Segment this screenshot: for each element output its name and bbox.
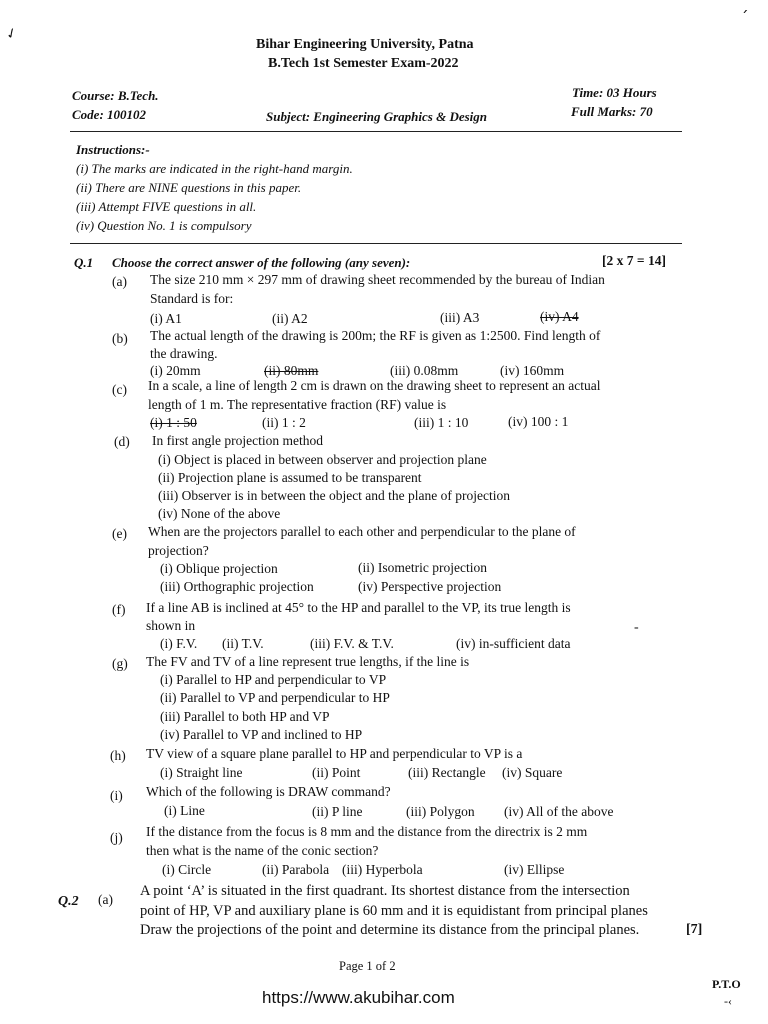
option: (iii) F.V. & T.V. <box>310 636 394 651</box>
option: (iv) in-sufficient data <box>456 636 571 651</box>
option: (iii) Rectangle <box>408 765 486 780</box>
question-number: Q.1 <box>74 255 94 270</box>
option: (iv) Parallel to VP and inclined to HP <box>160 727 363 742</box>
university-title: Bihar Engineering University, Patna <box>256 37 474 52</box>
question-text: the drawing. <box>150 346 218 361</box>
instruction-item: (iv) Question No. 1 is compulsory <box>76 218 252 233</box>
question-text: TV view of a square plane parallel to HP and perpendicular to VP is a <box>146 746 523 761</box>
corner-mark: ׳ <box>742 4 749 23</box>
question-text: In a scale, a line of length 2 cm is drawn on the drawing sheet to represent an actual <box>148 378 601 393</box>
option: (iii) Polygon <box>406 804 475 819</box>
option: (ii) P line <box>312 804 363 819</box>
subject-label: Subject: Engineering Graphics & Design <box>266 109 488 124</box>
sub-question-label: (b) <box>112 331 128 346</box>
sub-question-label: (d) <box>114 434 130 449</box>
sub-question-label: (a) <box>112 274 127 289</box>
question-text: length of 1 m. The representative fraction (RF) value is <box>148 397 447 412</box>
option: (iii) 0.08mm <box>390 363 459 378</box>
code-label: Code: 100102 <box>72 107 147 122</box>
course-label: Course: B.Tech. <box>72 88 159 103</box>
question-text: If the distance from the focus is 8 mm and the distance from the directrix is 2 mm <box>146 824 588 839</box>
instructions-divider <box>70 243 682 244</box>
question-text: point of HP, VP and auxiliary plane is 60 mm and it is equidistant from principal planes <box>140 903 648 919</box>
option: (iii) Observer is in between the object and the plane of projection <box>158 488 511 503</box>
instruction-item: (i) The marks are indicated in the right-hand margin. <box>76 161 353 176</box>
option: (iii) 1 : 10 <box>414 415 469 430</box>
option: (ii) Projection plane is assumed to be transparent <box>158 470 422 485</box>
instructions-heading: Instructions:- <box>76 142 150 157</box>
option: (iv) 100 : 1 <box>508 414 569 429</box>
full-marks-label: Full Marks: 70 <box>571 104 653 119</box>
option-marked: (iii) Orthographic projection <box>160 579 314 594</box>
option: (i) Oblique projection <box>160 561 278 576</box>
question-marks: [2 x 7 = 14] <box>602 253 666 268</box>
instruction-item: (iii) Attempt FIVE questions in all. <box>76 199 257 214</box>
option-marked: (iv) All of the above <box>504 804 614 819</box>
sub-question-label: (f) <box>112 602 126 617</box>
option-marked: (ii) 80mm <box>264 363 319 378</box>
option-marked: (iv) A4 <box>540 309 579 324</box>
question-text: Draw the projections of the point and determine its distance from the principal planes. <box>140 922 640 938</box>
option: (iv) 160mm <box>500 363 565 378</box>
option: (iii) Parallel to both HP and VP <box>160 709 330 724</box>
option: (iv) Perspective projection <box>358 579 502 594</box>
pto-dash: -‹ <box>724 994 732 1008</box>
option-marked: (i) Object is placed in between observer and projection plane <box>158 452 487 467</box>
sub-question-label: (h) <box>110 748 126 763</box>
question-prompt: Choose the correct answer of the following (any seven): <box>112 255 411 270</box>
option: (i) Circle <box>162 862 212 877</box>
option: (i) Parallel to HP and perpendicular to VP <box>160 672 387 687</box>
option-marked: (i) 1 : 50 <box>150 415 197 430</box>
sub-question-label: (e) <box>112 526 127 541</box>
question-text: Which of the following is DRAW command? <box>146 784 391 799</box>
option: (iii) A3 <box>440 310 480 325</box>
option: (ii) A2 <box>272 311 308 326</box>
sub-question-label: (a) <box>98 892 113 907</box>
question-text: shown in <box>146 618 196 633</box>
header-divider <box>70 131 682 132</box>
question-text: The FV and TV of a line represent true lengths, if the line is <box>146 654 470 669</box>
instruction-item: (ii) There are NINE questions in this paper. <box>76 180 302 195</box>
sub-question-label: (c) <box>112 382 127 397</box>
option: (iv) None of the above <box>158 506 281 521</box>
option-marked: (iii) Hyperbola <box>342 862 423 877</box>
question-text: The actual length of the drawing is 200m; the RF is given as 1:2500. Find length of <box>150 328 601 343</box>
option: (ii) Point <box>312 765 361 780</box>
option: (i) A1 <box>150 311 182 326</box>
time-label: Time: 03 Hours <box>572 85 657 100</box>
question-text: In first angle projection method <box>152 433 323 448</box>
question-text: Standard is for: <box>150 291 234 306</box>
question-text: The size 210 mm × 297 mm of drawing sheet recommended by the bureau of Indian <box>150 272 605 287</box>
option: (i) Line <box>164 803 205 818</box>
option: (ii) T.V. <box>222 636 264 651</box>
pto-label: P.T.O <box>712 977 741 991</box>
option: (ii) 1 : 2 <box>262 415 306 430</box>
sub-question-label: (i) <box>110 788 123 803</box>
question-text: When are the projectors parallel to each other and perpendicular to the plane of <box>148 524 576 539</box>
question-text: If a line AB is inclined at 45° to the HP and parallel to the VP, its true length is <box>146 600 571 615</box>
option: (ii) Parabola <box>262 862 330 877</box>
option: (ii) Parallel to VP and perpendicular to HP <box>160 690 390 705</box>
option: (iv) Ellipse <box>504 862 565 877</box>
sub-question-label: (j) <box>110 830 123 845</box>
tick-mark: ✓ <box>3 24 21 44</box>
option: (iv) Square <box>502 765 563 780</box>
margin-dash: - <box>634 620 639 635</box>
question-text: then what is the name of the conic section? <box>146 843 379 858</box>
exam-title: B.Tech 1st Semester Exam-2022 <box>268 56 459 71</box>
footer-link[interactable]: https://www.akubihar.com <box>262 988 455 1007</box>
question-text: projection? <box>148 543 209 558</box>
question-number: Q.2 <box>58 894 79 909</box>
question-marks: [7] <box>686 922 703 937</box>
page-number: Page 1 of 2 <box>339 959 396 973</box>
option: (ii) Isometric projection <box>358 560 487 575</box>
option: (i) Straight line <box>160 765 243 780</box>
option: (i) F.V. <box>160 636 198 651</box>
option: (i) 20mm <box>150 363 201 378</box>
sub-question-label: (g) <box>112 656 128 671</box>
question-text: A point ‘A’ is situated in the first quadrant. Its shortest distance from the intersection <box>140 883 630 899</box>
